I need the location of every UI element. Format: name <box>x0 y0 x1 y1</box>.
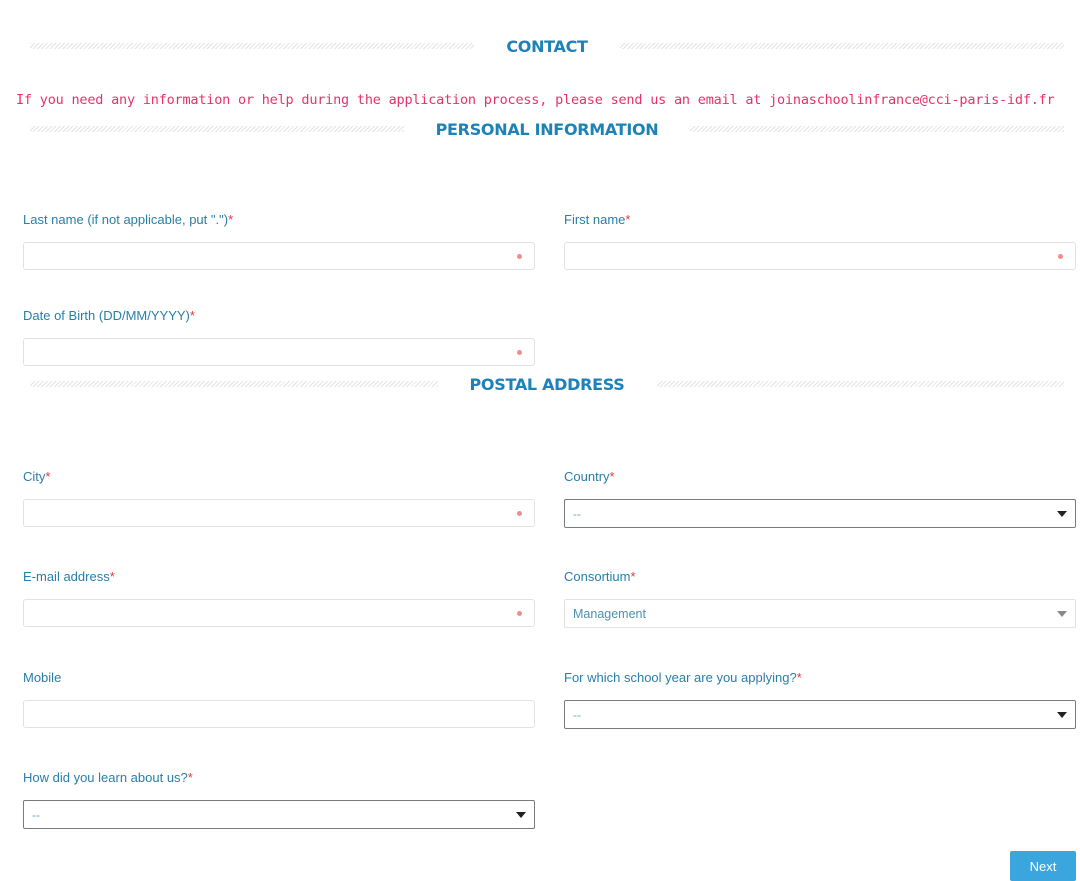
last-name-label <box>23 212 233 227</box>
school-year-label-text: For which school year are you applying? <box>564 670 797 685</box>
email-input[interactable] <box>23 599 535 627</box>
consortium-label-text: Consortium <box>564 569 631 584</box>
city-input[interactable] <box>23 499 535 527</box>
email-label <box>23 569 115 584</box>
dob-input[interactable] <box>23 338 535 366</box>
required-dot-icon <box>517 350 522 355</box>
required-asterisk: * <box>228 212 234 227</box>
country-label-text: Country <box>564 469 610 484</box>
how-learn-label-text: How did you learn about us? <box>23 770 188 785</box>
country-select[interactable] <box>564 499 1076 528</box>
next-button[interactable]: Next <box>1010 851 1076 881</box>
school-year-select-value: -- <box>573 707 581 722</box>
school-year-select[interactable] <box>564 700 1076 729</box>
required-asterisk: * <box>796 670 802 685</box>
required-asterisk: * <box>45 469 51 484</box>
dob-label <box>23 308 195 323</box>
header-divider <box>30 381 438 387</box>
school-year-label <box>564 670 802 685</box>
city-label <box>23 469 50 484</box>
header-divider <box>30 126 404 132</box>
last-name-label-text: Last name (if not applicable, put ".") <box>23 212 229 227</box>
first-name-label-text: First name <box>564 212 626 227</box>
consortium-select-value: Management <box>573 606 646 621</box>
required-asterisk: * <box>625 212 631 227</box>
required-asterisk: * <box>187 770 193 785</box>
required-dot-icon <box>517 254 522 259</box>
help-notice: If you need any information or help during the application process, please send us an email at joinaschoolinfrance@cci-paris-idf.fr <box>16 92 1055 108</box>
personal-title: PERSONAL INFORMATION <box>435 119 659 139</box>
required-dot-icon <box>517 511 522 516</box>
postal-section-header <box>30 374 1064 394</box>
how-learn-select-value: -- <box>32 807 40 822</box>
dob-label-text: Date of Birth (DD/MM/YYYY) <box>23 308 190 323</box>
how-learn-label <box>23 770 193 785</box>
country-select-value: -- <box>573 506 581 521</box>
required-dot-icon <box>1058 254 1063 259</box>
consortium-label <box>564 569 636 584</box>
country-label <box>564 469 615 484</box>
chevron-down-icon <box>516 812 526 818</box>
first-name-label <box>564 212 630 227</box>
how-learn-select[interactable] <box>23 800 535 829</box>
header-divider <box>657 381 1065 387</box>
chevron-down-icon <box>1057 611 1067 617</box>
first-name-input[interactable] <box>564 242 1076 270</box>
city-label-text: City <box>23 469 46 484</box>
required-asterisk: * <box>109 569 115 584</box>
last-name-input[interactable] <box>23 242 535 270</box>
consortium-select[interactable] <box>564 599 1076 628</box>
mobile-input[interactable] <box>23 700 535 728</box>
mobile-label-text: Mobile <box>23 670 62 685</box>
chevron-down-icon <box>1057 712 1067 718</box>
contact-section-header <box>30 36 1064 56</box>
required-asterisk: * <box>609 469 615 484</box>
email-label-text: E-mail address <box>23 569 110 584</box>
required-dot-icon <box>517 611 522 616</box>
chevron-down-icon <box>1057 511 1067 517</box>
postal-title: POSTAL ADDRESS <box>469 374 625 394</box>
required-asterisk: * <box>189 308 195 323</box>
header-divider <box>690 126 1064 132</box>
mobile-label <box>23 670 61 685</box>
personal-section-header <box>30 119 1064 139</box>
contact-title: CONTACT <box>506 36 588 56</box>
header-divider <box>30 43 474 49</box>
header-divider <box>620 43 1064 49</box>
required-asterisk: * <box>630 569 636 584</box>
